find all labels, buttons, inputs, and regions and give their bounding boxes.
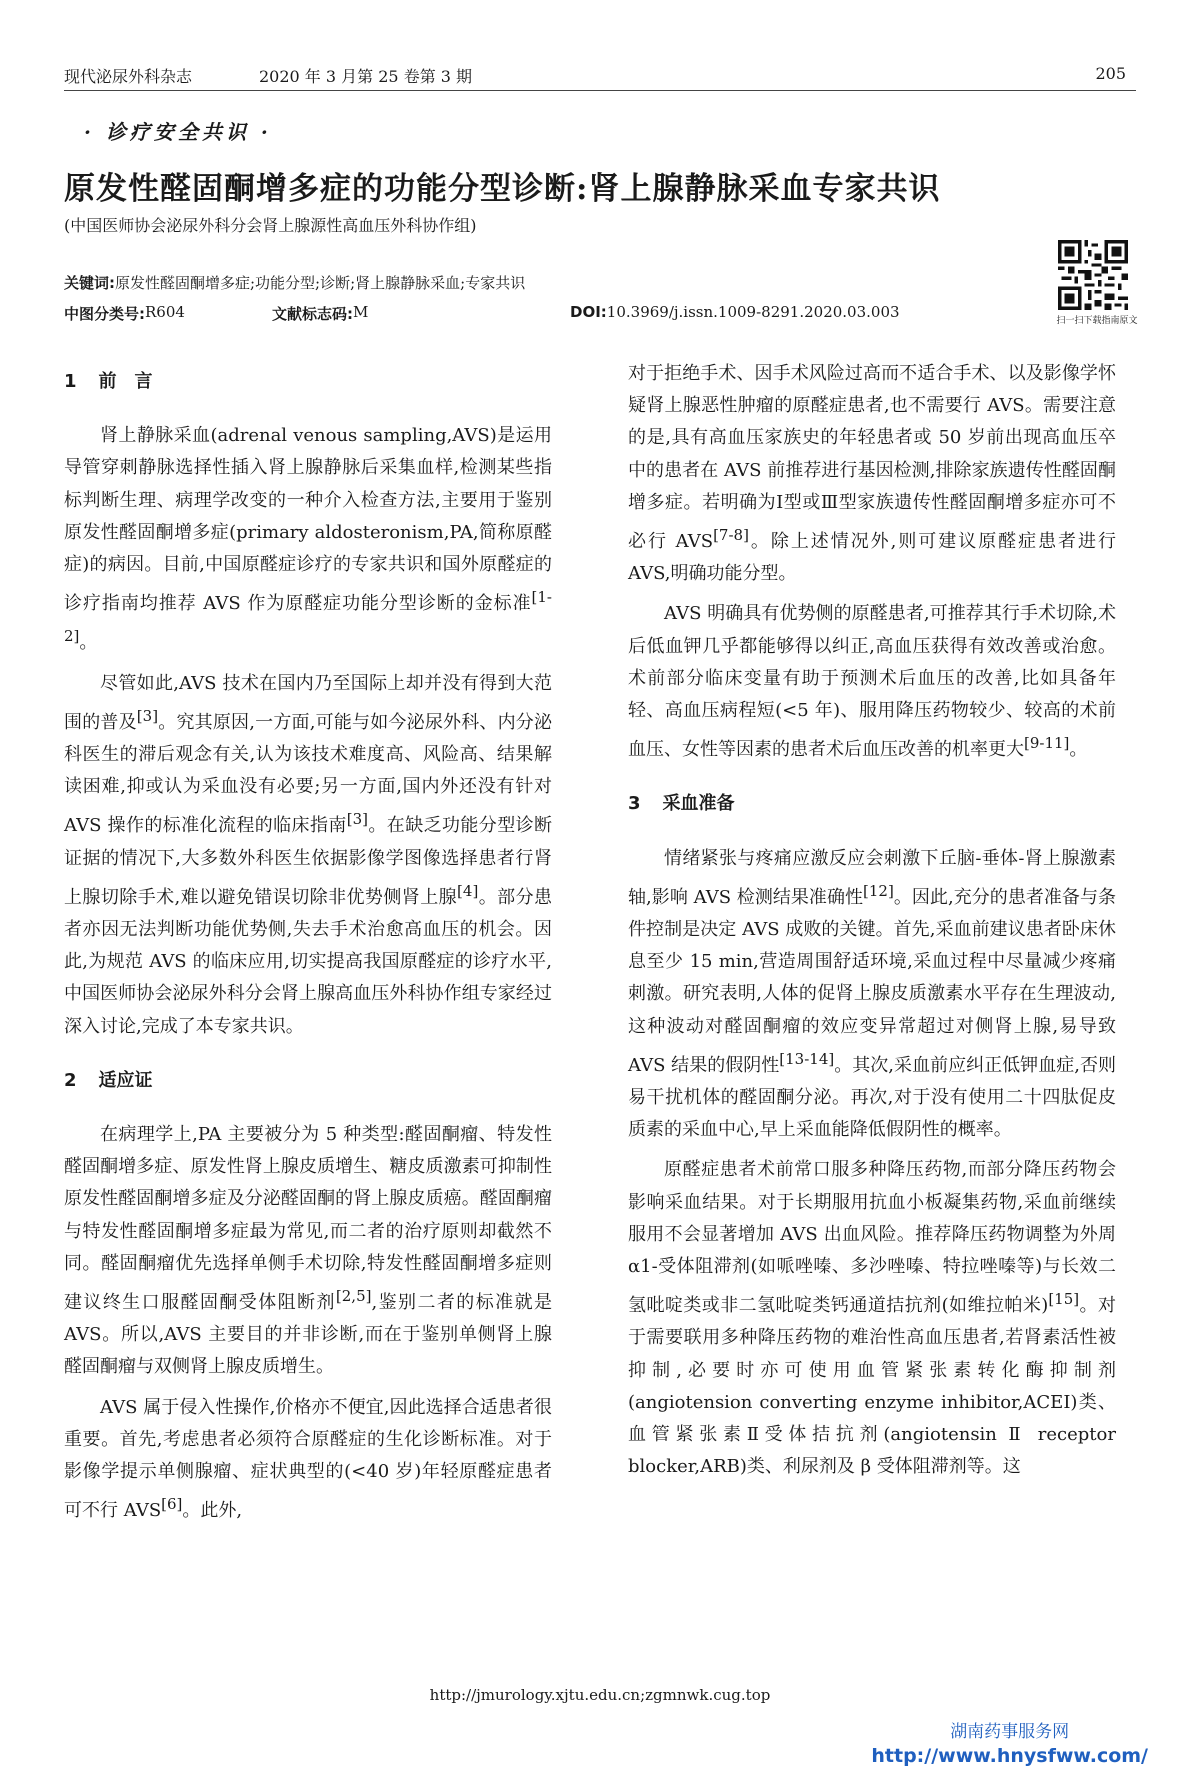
text: 情绪紧张与疼痛应激反应会刺激下丘脑-垂体-肾上腺激素轴,影响 AVS 检测结果准确性 (628, 847, 1116, 908)
section-number: 3 (628, 793, 641, 815)
text: 。因此,充分的患者准备与条件控制是决定 AVS 成败的关键。首先,采血前建议患者卧床休息至少 15 min,营造周围舒适环境,采血过程中尽量减少疼痛刺激。研究表明,人体的促肾上腺皮质激素水平存在生理波动,这种波动对醛固酮瘤的效应变异常超过对侧肾上腺,易导致 AVS 结果的假阴性 (628, 886, 1116, 1076)
citation-ref[interactable]: [4] (457, 881, 479, 900)
section-heading-2 (64, 1065, 552, 1097)
paragraph (64, 668, 552, 1043)
document-code (272, 303, 369, 324)
citation-ref[interactable]: [3] (346, 810, 368, 829)
text: 。其次,采血前应纠正低钾血症,否则易干扰机体的醛固酮分泌。再次,对于没有使用二十四肽促皮质素的采血中心,早上采血能降低假阴性的概率。 (628, 1054, 1116, 1141)
citation-ref[interactable]: [9-11] (1024, 734, 1070, 753)
doi-label: DOI: (570, 303, 607, 321)
watermark (871, 1720, 1148, 1768)
author-organization: (中国医师协会泌尿外科分会肾上腺源性高血压外科协作组) (64, 216, 477, 235)
paragraph (628, 1154, 1116, 1483)
footer-url[interactable]: http://jmurology.xjtu.edu.cn;zgmnwk.cug.top (429, 1686, 771, 1704)
section-title: 适应证 (98, 1069, 153, 1091)
keywords-value: 原发性醛固酮增多症;功能分型;诊断;肾上腺静脉采血;专家共识 (115, 274, 526, 292)
citation-ref[interactable]: [7-8] (713, 526, 749, 545)
section-title: 采血准备 (662, 793, 735, 815)
citation-ref[interactable]: [13-14] (779, 1049, 835, 1068)
paragraph (64, 1119, 552, 1384)
column-label: · 诊疗安全共识 · (84, 120, 272, 144)
paragraph (64, 1392, 552, 1528)
issue-info: 2020 年 3 月第 25 卷第 3 期 (259, 67, 473, 86)
text: 。究其原因,一方面,可能与如今泌尿外科、内分泌科医生的滞后观念有关,认为该技术难度高、风险高、结果解读困难,抑或认为采血没有必要;另一方面,国内外还没有针对 AVS 操作的标准化流程的临床指南 (64, 711, 553, 837)
clc-label: 中图分类号: (64, 305, 145, 323)
text: 。在缺乏功能分型诊断证据的情况下,大多数外科医生依据影像学图像选择患者行肾上腺切除手术,难以避免错误切除非优势侧肾上腺 (64, 815, 552, 908)
page-number: 205 (1095, 64, 1126, 83)
text: AVS 属于侵入性操作,价格亦不便宜,因此选择合适患者很重要。首先,考虑患者必须符合原醛症的生化诊断标准。对于影像学提示单侧腺瘤、症状典型的(<40 岁)年轻原醛症患者可不行 AVS (64, 1396, 552, 1522)
text: 。 (1069, 739, 1088, 761)
doccode-value: M (353, 303, 369, 321)
section-heading-1 (64, 366, 552, 398)
citation-ref[interactable]: [12] (863, 881, 894, 900)
doi (570, 303, 900, 321)
text: 。对于需要联用多种降压药物的难治性高血压患者,若肾素活性被抑制,必要时亦可使用血管紧张素转化酶抑制剂(angiotension converting enzyme inhibitor,ACEI)类、血管紧张素Ⅱ受体拮抗剂(angiotensin Ⅱ receptor blocker,ARB)类、利尿剂及 β 受体阻滞剂等。这 (628, 1295, 1117, 1478)
qr-caption: 扫一扫下载指南原文 (1056, 316, 1138, 326)
text: 。此外, (182, 1500, 243, 1522)
citation-ref[interactable]: [3] (136, 706, 159, 725)
text: 在病理学上,PA 主要被分为 5 种类型:醛固酮瘤、特发性醛固酮增多症、原发性肾上腺皮质增生、糖皮质激素可抑制性原发性醛固酮增多症及分泌醛固酮的肾上腺皮质癌。醛固酮瘤与特发性醛固酮增多症最为常见,而二者的治疗原则却截然不同。醛固酮瘤优先选择单侧手术切除,特发性醛固酮增多症则建议终生口服醛固酮受体阻断剂 (64, 1124, 552, 1314)
section-title: 前 言 (98, 371, 153, 392)
section-number: 2 (64, 1069, 77, 1091)
paragraph (628, 598, 1116, 766)
qr-code-icon[interactable] (1058, 240, 1128, 310)
citation-ref[interactable]: [1-2] (64, 588, 552, 646)
citation-ref[interactable]: [6] (161, 1495, 183, 1514)
watermark-name: 湖南药事服务网 (950, 1722, 1070, 1742)
clc-value: R604 (145, 303, 185, 321)
text: ,鉴别二者的标准就是 AVS。所以,AVS 主要目的并非诊断,而在于鉴别单侧肾上腺醛固酮瘤与双侧肾上腺皮质增生。 (64, 1292, 552, 1378)
text: 尽管如此,AVS 技术在国内乃至国际上却并没有得到大范围的普及 (64, 672, 552, 733)
left-column (64, 366, 552, 1536)
keywords-line (64, 272, 525, 293)
right-column (628, 358, 1116, 1492)
section-heading-3 (628, 788, 1116, 820)
text: 原醛症患者术前常口服多种降压药物,而部分降压药物会影响采血结果。对于长期服用抗血小板凝集药物,采血前继续服用不会显著增加 AVS 出血风险。推荐降压药物调整为外周 α1-受体阻滞剂(如哌唑嗪、多沙唑嗪、特拉唑嗪等)与长效二氢吡啶类或非二氢吡啶类钙通道拮抗剂(如维拉帕米) (628, 1159, 1116, 1317)
keywords-label: 关键词: (64, 274, 115, 292)
running-header (64, 60, 1136, 91)
paragraph (64, 420, 552, 659)
article-title: 原发性醛固酮增多症的功能分型诊断:肾上腺静脉采血专家共识 (64, 171, 941, 207)
text: 肾上静脉采血(adrenal venous sampling,AVS)是运用导管穿刺静脉选择性插入肾上腺静脉后采集血样,检测某些指标判断生理、病理学改变的一种介入检查方法,主要用于鉴别原发性醛固酮增多症(primary aldosteronism,PA,简称原醛症)的病因。目前,中国原醛症诊疗的专家共识和国外原醛症的诊疗指南均推荐 AVS 作为原醛症功能分型诊断的金标准 (64, 425, 552, 615)
journal-name: 现代泌尿外科杂志 (64, 67, 193, 86)
text: AVS 明确具有优势侧的原醛患者,可推荐其行手术切除,术后低血钾几乎都能够得以纠正,高血压获得有效改善或治愈。术前部分临床变量有助于预测术后血压的改善,比如具备年轻、高血压病程短(<5 年)、服用降压药物较少、较高的术前血压、女性等因素的患者术后血压改善的机率更大 (628, 603, 1116, 761)
paragraph (628, 358, 1116, 590)
citation-ref[interactable]: [15] (1048, 1290, 1080, 1309)
doi-value: 10.3969/j.issn.1009-8291.2020.03.003 (606, 303, 900, 321)
text: 。 (79, 632, 98, 654)
clc-number (64, 303, 185, 324)
paragraph (628, 843, 1116, 1147)
text: 对于拒绝手术、因手术风险过高而不适合手术、以及影像学怀疑肾上腺恶性肿瘤的原醛症患者,也不需要行 AVS。需要注意的是,具有高血压家族史的年轻患者或 50 岁前出现高血压卒中的患者在 AVS 前推荐进行基因检测,排除家族遗传性醛固酮增多症。若明确为Ⅰ型或Ⅲ型家族遗传性醛固酮增多症亦可不必行 AVS (628, 363, 1116, 553)
text: 。部分患者亦因无法判断功能优势侧,失去手术治愈高血压的机会。因此,为规范 AVS 的临床应用,切实提高我国原醛症的诊疗水平,中国医师协会泌尿外科分会肾上腺高血压外科协作组专家经过深入讨论,完成了本专家共识。 (64, 886, 552, 1037)
classification-line (64, 303, 1074, 323)
section-number: 1 (64, 371, 77, 392)
text: 。除上述情况外,则可建议原醛症患者进行 AVS,明确功能分型。 (628, 531, 1116, 585)
doccode-label: 文献标志码: (272, 305, 353, 323)
watermark-url[interactable]: http://www.hnysfww.com/ (871, 1745, 1148, 1767)
citation-ref[interactable]: [2,5] (335, 1287, 372, 1306)
